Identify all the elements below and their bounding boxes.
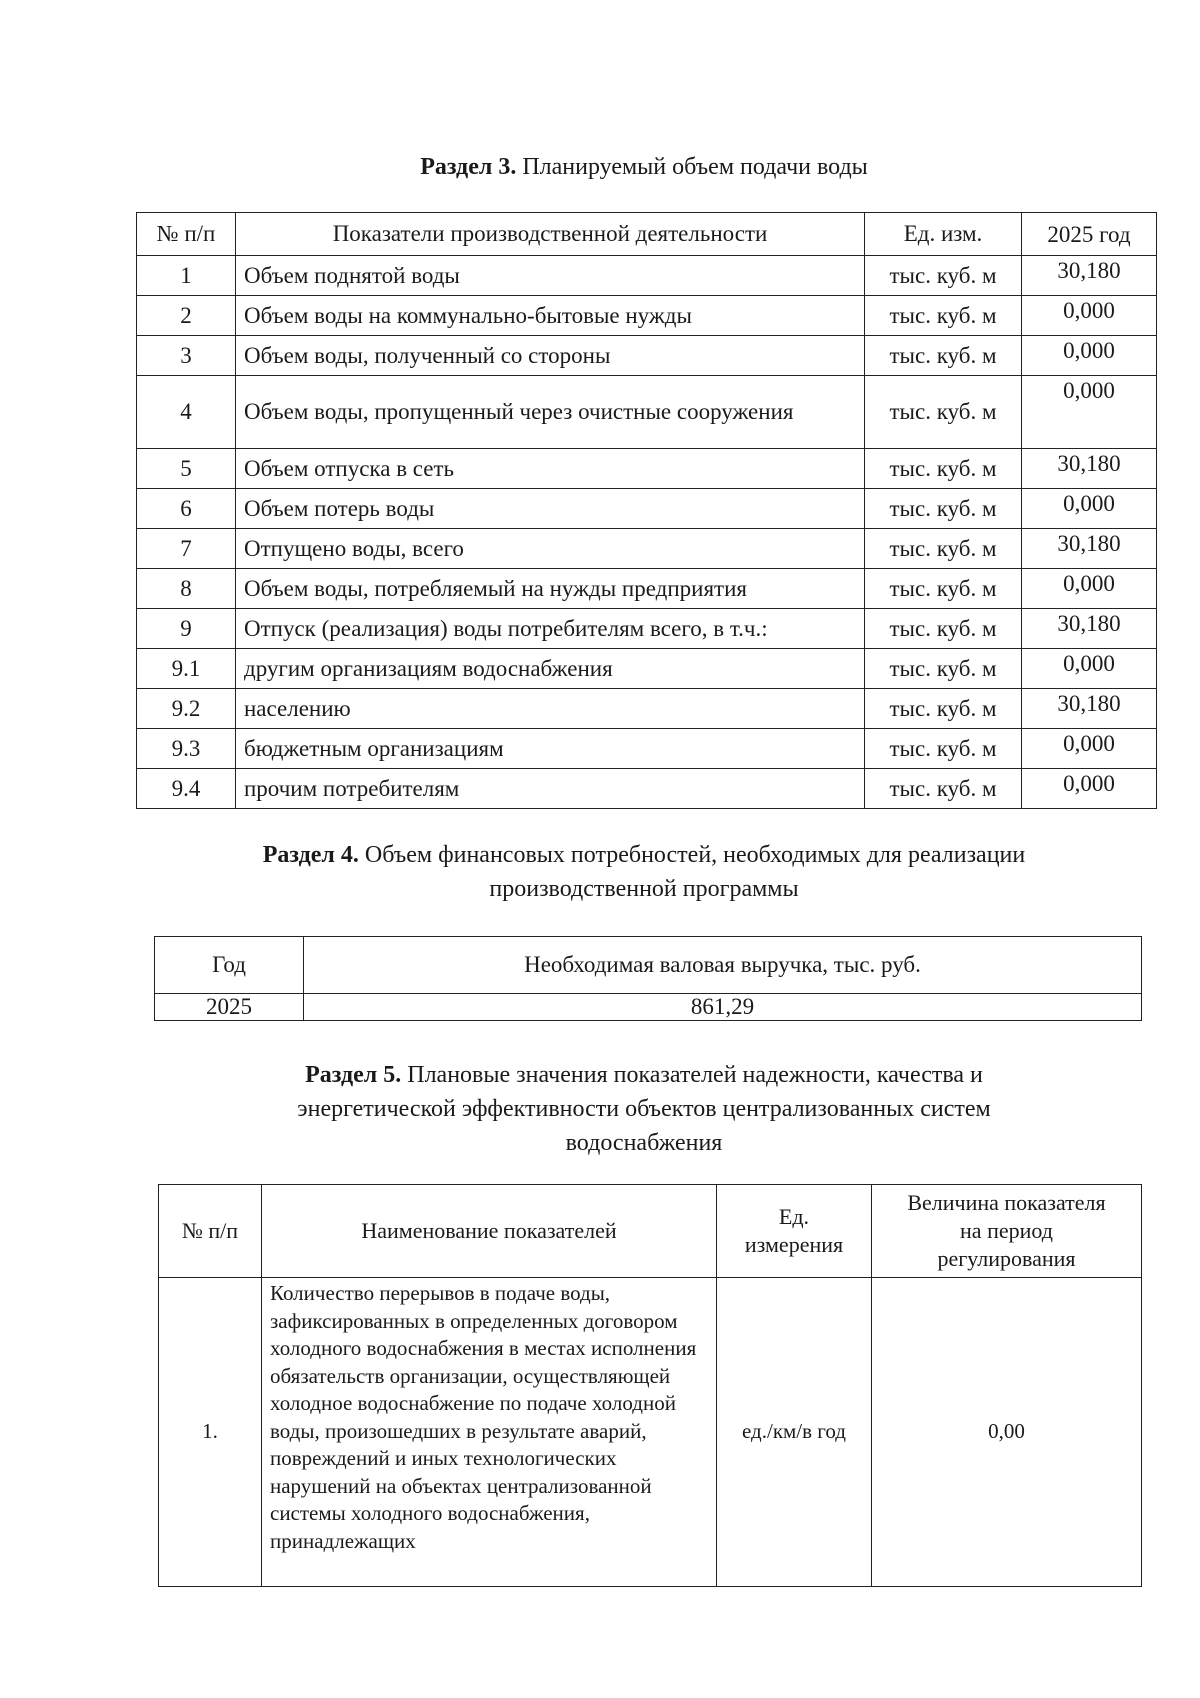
table-header-row bbox=[155, 937, 1142, 994]
cell-indicator: прочим потребителям bbox=[236, 769, 865, 809]
table-row bbox=[137, 689, 1157, 729]
cell-value: 30,180 bbox=[1022, 449, 1157, 489]
header-num: № п/п bbox=[137, 213, 236, 256]
cell-value: 0,000 bbox=[1022, 296, 1157, 336]
header-value-line3: регулирования bbox=[937, 1246, 1076, 1271]
header-value-line2: на период bbox=[960, 1218, 1053, 1243]
cell-value: 30,180 bbox=[1022, 256, 1157, 296]
cell-num: 2 bbox=[137, 296, 236, 336]
cell-unit: тыс. куб. м bbox=[865, 336, 1022, 376]
section5-heading-line2: энергетической эффективности объектов централизованных систем bbox=[297, 1096, 991, 1122]
cell-num: 5 bbox=[137, 449, 236, 489]
section4-heading bbox=[136, 838, 1152, 906]
cell-num: 6 bbox=[137, 489, 236, 529]
cell-num: 9.2 bbox=[137, 689, 236, 729]
header-value bbox=[872, 1185, 1142, 1278]
cell-value: 30,180 bbox=[1022, 689, 1157, 729]
cell-revenue: 861,29 bbox=[304, 994, 1142, 1021]
header-unit-line1: Ед. bbox=[778, 1204, 810, 1229]
section3-heading-text: Планируемый объем подачи воды bbox=[516, 154, 868, 180]
header-indicator-name: Наименование показателей bbox=[262, 1185, 717, 1278]
table-row bbox=[137, 256, 1157, 296]
cell-value: 0,00 bbox=[872, 1278, 1142, 1587]
cell-unit: тыс. куб. м bbox=[865, 729, 1022, 769]
section3-heading-label: Раздел 3. bbox=[420, 154, 517, 180]
cell-unit: тыс. куб. м bbox=[865, 769, 1022, 809]
table-row bbox=[137, 336, 1157, 376]
table-row bbox=[137, 769, 1157, 809]
cell-num: 9.3 bbox=[137, 729, 236, 769]
table-row bbox=[137, 649, 1157, 689]
cell-num: 1 bbox=[137, 256, 236, 296]
cell-value: 0,000 bbox=[1022, 769, 1157, 809]
table-row bbox=[137, 376, 1157, 449]
header-year: Год bbox=[155, 937, 304, 994]
cell-indicator: населению bbox=[236, 689, 865, 729]
cell-unit: тыс. куб. м bbox=[865, 609, 1022, 649]
cell-unit: тыс. куб. м bbox=[865, 489, 1022, 529]
header-year: 2025 год bbox=[1022, 213, 1157, 256]
cell-value: 30,180 bbox=[1022, 529, 1157, 569]
section4-table bbox=[154, 936, 1142, 1021]
cell-num: 4 bbox=[137, 376, 236, 449]
table-row bbox=[137, 449, 1157, 489]
cell-indicator: Объем отпуска в сеть bbox=[236, 449, 865, 489]
table-row bbox=[137, 609, 1157, 649]
cell-num: 9.1 bbox=[137, 649, 236, 689]
cell-indicator: Объем воды на коммунально-бытовые нужды bbox=[236, 296, 865, 336]
cell-unit: тыс. куб. м bbox=[865, 649, 1022, 689]
header-revenue: Необходимая валовая выручка, тыс. руб. bbox=[304, 937, 1142, 994]
header-unit bbox=[717, 1185, 872, 1278]
section3-table bbox=[136, 212, 1157, 809]
cell-indicator-name: Количество перерывов в подаче воды, зафиксированных в определенных договором холодного водоснабжения в местах исполнения обязательств организации, осуществляющей холодное водоснабжение по подаче холодной воды, произошедших в результате аварий, повреждений и иных технологических нарушений на объектах централизованной системы холодного водоснабжения, принадлежащих bbox=[262, 1278, 717, 1587]
table-header-row bbox=[159, 1185, 1142, 1278]
cell-unit: тыс. куб. м bbox=[865, 296, 1022, 336]
cell-value: 0,000 bbox=[1022, 729, 1157, 769]
section5-heading bbox=[136, 1058, 1152, 1160]
cell-num: 8 bbox=[137, 569, 236, 609]
header-unit-line2: измерения bbox=[744, 1232, 844, 1257]
cell-value: 0,000 bbox=[1022, 649, 1157, 689]
cell-indicator: Объем поднятой воды bbox=[236, 256, 865, 296]
section5-heading-label: Раздел 5. bbox=[305, 1062, 402, 1088]
header-value-line1: Величина показателя bbox=[907, 1190, 1106, 1215]
cell-indicator: Объем воды, полученный со стороны bbox=[236, 336, 865, 376]
cell-indicator: Объем воды, потребляемый на нужды предприятия bbox=[236, 569, 865, 609]
table-row bbox=[137, 296, 1157, 336]
cell-unit: тыс. куб. м bbox=[865, 256, 1022, 296]
cell-value: 0,000 bbox=[1022, 489, 1157, 529]
cell-unit: тыс. куб. м bbox=[865, 376, 1022, 449]
cell-num: 3 bbox=[137, 336, 236, 376]
header-indicator: Показатели производственной деятельности bbox=[236, 213, 865, 256]
cell-unit: тыс. куб. м bbox=[865, 449, 1022, 489]
table-row bbox=[137, 569, 1157, 609]
header-unit: Ед. изм. bbox=[865, 213, 1022, 256]
cell-year: 2025 bbox=[155, 994, 304, 1021]
section4-heading-line1: Объем финансовых потребностей, необходимых для реализации bbox=[358, 842, 1026, 868]
cell-indicator: Объем потерь воды bbox=[236, 489, 865, 529]
cell-unit: ед./км/в год bbox=[717, 1278, 872, 1587]
cell-unit: тыс. куб. м bbox=[865, 569, 1022, 609]
table-row bbox=[155, 994, 1142, 1021]
cell-unit: тыс. куб. м bbox=[865, 689, 1022, 729]
cell-value: 0,000 bbox=[1022, 376, 1157, 449]
section5-heading-line3: водоснабжения bbox=[565, 1130, 723, 1156]
table-row bbox=[137, 729, 1157, 769]
table-row bbox=[137, 529, 1157, 569]
cell-num: 1. bbox=[159, 1278, 262, 1587]
section3-table-body bbox=[137, 256, 1157, 809]
section5-heading-line1: Плановые значения показателей надежности, качества и bbox=[401, 1062, 983, 1088]
section5-table bbox=[158, 1184, 1142, 1587]
section4-heading-label: Раздел 4. bbox=[262, 842, 359, 868]
cell-num: 9.4 bbox=[137, 769, 236, 809]
cell-indicator: Отпуск (реализация) воды потребителям всего, в т.ч.: bbox=[236, 609, 865, 649]
cell-indicator: Объем воды, пропущенный через очистные сооружения bbox=[236, 376, 865, 449]
cell-num: 7 bbox=[137, 529, 236, 569]
table-row bbox=[159, 1278, 1142, 1587]
cell-value: 0,000 bbox=[1022, 569, 1157, 609]
cell-value: 30,180 bbox=[1022, 609, 1157, 649]
table-header-row bbox=[137, 213, 1157, 256]
cell-value: 0,000 bbox=[1022, 336, 1157, 376]
cell-indicator: Отпущено воды, всего bbox=[236, 529, 865, 569]
cell-indicator: другим организациям водоснабжения bbox=[236, 649, 865, 689]
section3-heading bbox=[136, 150, 1152, 184]
cell-num: 9 bbox=[137, 609, 236, 649]
cell-unit: тыс. куб. м bbox=[865, 529, 1022, 569]
table-row bbox=[137, 489, 1157, 529]
header-num: № п/п bbox=[159, 1185, 262, 1278]
cell-indicator: бюджетным организациям bbox=[236, 729, 865, 769]
section4-heading-line2: производственной программы bbox=[489, 876, 799, 902]
